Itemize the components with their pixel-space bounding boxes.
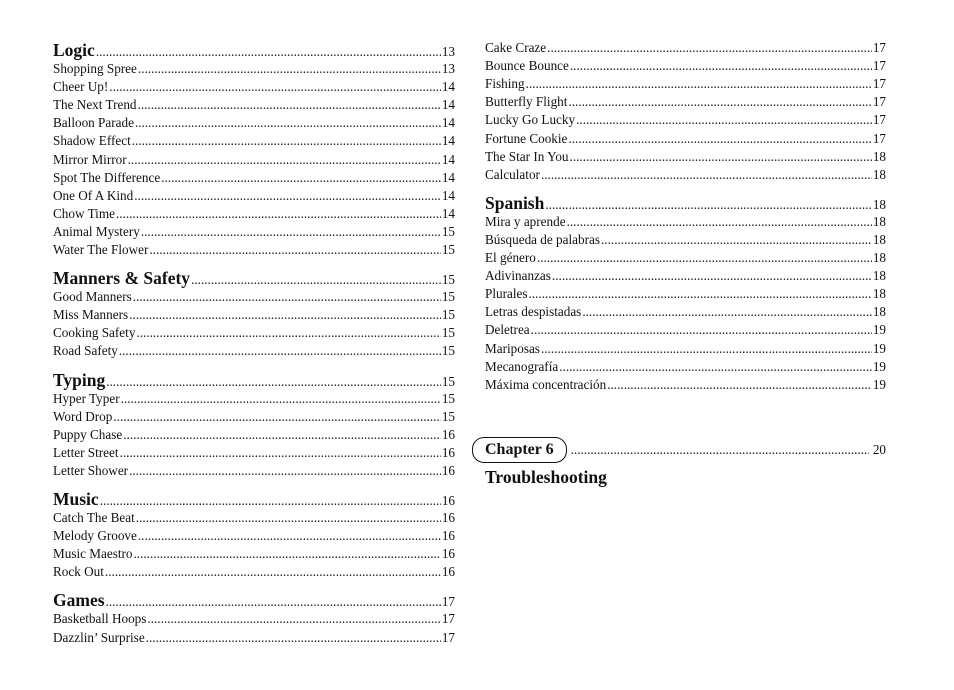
dot-leader [133, 545, 440, 563]
page-number: 17 [872, 76, 886, 92]
entry-title: Máxima concentración [485, 376, 607, 392]
toc-entry [53, 132, 455, 150]
section-title: Music [53, 489, 99, 509]
toc-entry [485, 358, 886, 376]
toc-entry [53, 426, 455, 444]
entry-title: Spot The Difference [53, 169, 161, 185]
toc-entry [485, 321, 886, 339]
dot-leader [547, 39, 872, 57]
page-number: 17 [872, 94, 886, 110]
dot-leader [582, 303, 872, 321]
entry-title: Animal Mystery [53, 223, 140, 239]
dot-leader [134, 187, 441, 205]
entry-title: Letter Shower [53, 462, 129, 478]
entry-title: Letras despistadas [485, 304, 582, 320]
entry-title: Bounce Bounce [485, 58, 569, 74]
page-number: 17 [441, 629, 455, 645]
entry-title: Butterfly Flight [485, 94, 568, 110]
toc-entry [485, 111, 886, 129]
toc-entry [53, 241, 455, 259]
toc-entry [485, 213, 886, 231]
dot-leader [119, 342, 441, 360]
toc-entry [53, 151, 455, 169]
page-number: 15 [441, 307, 455, 323]
dot-leader [552, 267, 872, 285]
page-number: 14 [441, 151, 455, 167]
entry-title: Chow Time [53, 205, 115, 221]
toc-entry [485, 75, 886, 93]
section-title: Typing [53, 369, 106, 390]
dot-leader [109, 78, 441, 96]
toc-entry [485, 39, 886, 57]
page-number: 18 [872, 304, 886, 320]
chapter-entry [472, 436, 886, 464]
dot-leader [136, 509, 441, 527]
entry-title: Shopping Spree [53, 61, 137, 76]
toc-entry [485, 166, 886, 184]
toc-entry [53, 390, 455, 408]
chapter-title: Troubleshooting [485, 467, 607, 487]
dot-leader [106, 591, 441, 611]
dot-leader [116, 205, 441, 223]
page-number: 16 [441, 493, 455, 508]
entry-title: Búsqueda de palabras [485, 231, 600, 247]
entry-title: Puppy Chase [53, 426, 123, 442]
page-number: 18 [872, 231, 886, 247]
toc-entry [53, 342, 455, 360]
toc-entry [485, 93, 886, 111]
entry-title: Calculator [485, 166, 540, 182]
dot-leader [570, 57, 872, 75]
page-number: 14 [441, 115, 455, 131]
page-number: 14 [441, 79, 455, 95]
section-title: Spanish [485, 192, 545, 213]
dot-leader [129, 462, 441, 480]
section-title: Logic [53, 40, 95, 60]
entry-title: Fishing [485, 76, 525, 92]
entry-title: Adivinanzas [485, 268, 551, 284]
entry-title: Road Safety [53, 343, 118, 359]
page-number: 19 [872, 322, 886, 338]
entry-title: Mirror Mirror [53, 151, 127, 167]
toc-entry [485, 148, 886, 166]
entry-title: Mira y aprende [485, 213, 566, 229]
toc-entry [53, 408, 455, 426]
dot-leader [129, 306, 441, 324]
toc-entry [53, 78, 455, 96]
toc-section-heading [53, 488, 455, 510]
toc-entry [53, 509, 455, 527]
page-number: 15 [441, 272, 455, 288]
entry-title: Good Manners [53, 289, 132, 305]
dot-leader [568, 93, 871, 111]
page-number: 16 [441, 426, 455, 442]
entry-title: Plurales [485, 286, 528, 302]
toc-entry [53, 60, 455, 78]
toc-entry [53, 444, 455, 462]
toc-section-heading [53, 369, 455, 391]
entry-title: Melody Groove [53, 528, 137, 544]
dot-leader [120, 444, 441, 462]
page-number: 15 [441, 325, 455, 341]
entry-title: The Next Trend [53, 97, 137, 113]
dot-leader [526, 75, 872, 93]
dot-leader [147, 610, 440, 628]
page-number: 16 [441, 462, 455, 478]
dot-leader [607, 376, 872, 394]
entry-title: Cooking Safety [53, 325, 136, 341]
dot-leader [161, 169, 441, 187]
toc-entry [485, 249, 886, 267]
chapter-badge: Chapter 6 [472, 437, 567, 463]
entry-title: Fortune Cookie [485, 130, 568, 146]
dot-leader [570, 148, 872, 166]
page-number: 17 [441, 611, 455, 627]
entry-title: Deletrea [485, 322, 530, 338]
page-number: 17 [872, 112, 886, 128]
page-number: 14 [441, 187, 455, 203]
toc-entry [53, 563, 455, 581]
page-number: 15 [441, 223, 455, 239]
toc-entry [485, 376, 886, 394]
page-number: 14 [441, 133, 455, 149]
page-number: 18 [872, 286, 886, 302]
toc-entry [53, 324, 455, 342]
toc-entry [485, 57, 886, 75]
dot-leader [121, 390, 441, 408]
page-number: 17 [872, 130, 886, 146]
toc-section-heading [53, 589, 455, 611]
page-number: 15 [441, 343, 455, 359]
toc-entry [485, 303, 886, 321]
toc-section-heading [485, 192, 886, 214]
toc-entry [485, 130, 886, 148]
entry-title: Cheer Up! [53, 79, 109, 95]
toc-entry [53, 610, 455, 628]
entry-title: Mariposas [485, 340, 540, 356]
page-number: 18 [872, 166, 886, 182]
page-number: 15 [441, 289, 455, 305]
page-number: 13 [441, 44, 455, 59]
page-number: 17 [872, 58, 886, 74]
toc-entry [53, 545, 455, 563]
entry-title: Shadow Effect [53, 133, 131, 149]
page-number: 18 [872, 250, 886, 265]
dot-leader [531, 321, 872, 339]
toc-entry [53, 527, 455, 545]
page-number: 16 [441, 546, 455, 562]
entry-title: Word Drop [53, 408, 113, 424]
dot-leader [113, 408, 440, 426]
page-number: 14 [441, 97, 455, 113]
entry-title: Miss Manners [53, 307, 129, 323]
dot-leader [559, 358, 872, 376]
page-number: 16 [441, 510, 455, 525]
toc-section-heading [53, 39, 455, 61]
page-number: 15 [441, 242, 455, 257]
entry-title: One Of A Kind [53, 187, 134, 203]
page-number: 19 [872, 358, 886, 374]
page-number: 15 [441, 408, 455, 424]
chapter-page-number: 20 [872, 442, 886, 457]
entry-title: Catch The Beat [53, 510, 135, 525]
dot-leader [135, 114, 441, 132]
toc-entry [53, 169, 455, 187]
toc-entry [485, 231, 886, 249]
dot-leader [138, 96, 441, 114]
toc-section-heading [53, 267, 455, 289]
dot-leader [123, 426, 441, 444]
toc-entry [485, 285, 886, 303]
dot-leader [568, 130, 871, 148]
page-number: 16 [441, 444, 455, 460]
dot-leader [567, 213, 872, 231]
page-number: 19 [872, 340, 886, 356]
entry-title: Balloon Parade [53, 115, 134, 131]
entry-title: Cake Craze [485, 40, 547, 55]
dot-leader [545, 194, 871, 214]
dot-leader [541, 166, 872, 184]
page-number: 16 [441, 564, 455, 580]
dot-leader [141, 223, 441, 241]
section-title: Manners & Safety [53, 268, 191, 289]
section-title: Games [53, 590, 105, 611]
entry-title: Mecanografía [485, 358, 559, 374]
page-number: 18 [872, 268, 886, 284]
page-number: 13 [441, 61, 455, 76]
page-number: 15 [441, 373, 455, 389]
entry-title: Basketball Hoops [53, 611, 147, 627]
toc-entry [53, 96, 455, 114]
toc-entry [485, 267, 886, 285]
entry-title: The Star In You [485, 148, 569, 164]
toc-entry [53, 629, 455, 647]
dot-leader [133, 288, 441, 306]
page-number: 19 [872, 376, 886, 392]
page-number: 17 [441, 594, 455, 610]
dot-leader [138, 527, 441, 545]
page-number: 17 [872, 40, 886, 55]
dot-leader [191, 269, 441, 289]
page-number: 14 [441, 169, 455, 185]
dot-leader [601, 231, 872, 249]
page-number: 18 [872, 213, 886, 229]
entry-title: Rock Out [53, 564, 104, 580]
toc-entry [53, 288, 455, 306]
toc-entry [53, 205, 455, 223]
dot-leader [106, 371, 441, 391]
dot-leader [96, 41, 441, 61]
entry-title: Hyper Typer [53, 390, 120, 406]
page-number: 18 [872, 196, 886, 212]
entry-title: El género [485, 250, 536, 265]
toc-entry [53, 462, 455, 480]
dot-leader [571, 442, 869, 458]
entry-title: Dazzlin’ Surprise [53, 629, 145, 645]
page-number: 14 [441, 205, 455, 221]
toc-entry [485, 340, 886, 358]
toc-entry [53, 187, 455, 205]
dot-leader [100, 490, 441, 510]
dot-leader [529, 285, 872, 303]
toc-entry [53, 223, 455, 241]
entry-title: Water The Flower [53, 242, 149, 257]
page-number: 15 [441, 390, 455, 406]
page-number: 16 [441, 528, 455, 544]
dot-leader [138, 60, 441, 78]
entry-title: Letter Street [53, 444, 119, 460]
entry-title: Lucky Go Lucky [485, 112, 576, 128]
page-number: 18 [872, 148, 886, 164]
dot-leader [537, 249, 872, 267]
dot-leader [576, 111, 872, 129]
entry-title: Music Maestro [53, 546, 133, 562]
dot-leader [149, 241, 440, 259]
dot-leader [132, 132, 441, 150]
dot-leader [541, 340, 872, 358]
toc-entry [53, 306, 455, 324]
dot-leader [136, 324, 440, 342]
dot-leader [146, 629, 441, 647]
dot-leader [128, 151, 441, 169]
dot-leader [105, 563, 441, 581]
toc-entry [53, 114, 455, 132]
